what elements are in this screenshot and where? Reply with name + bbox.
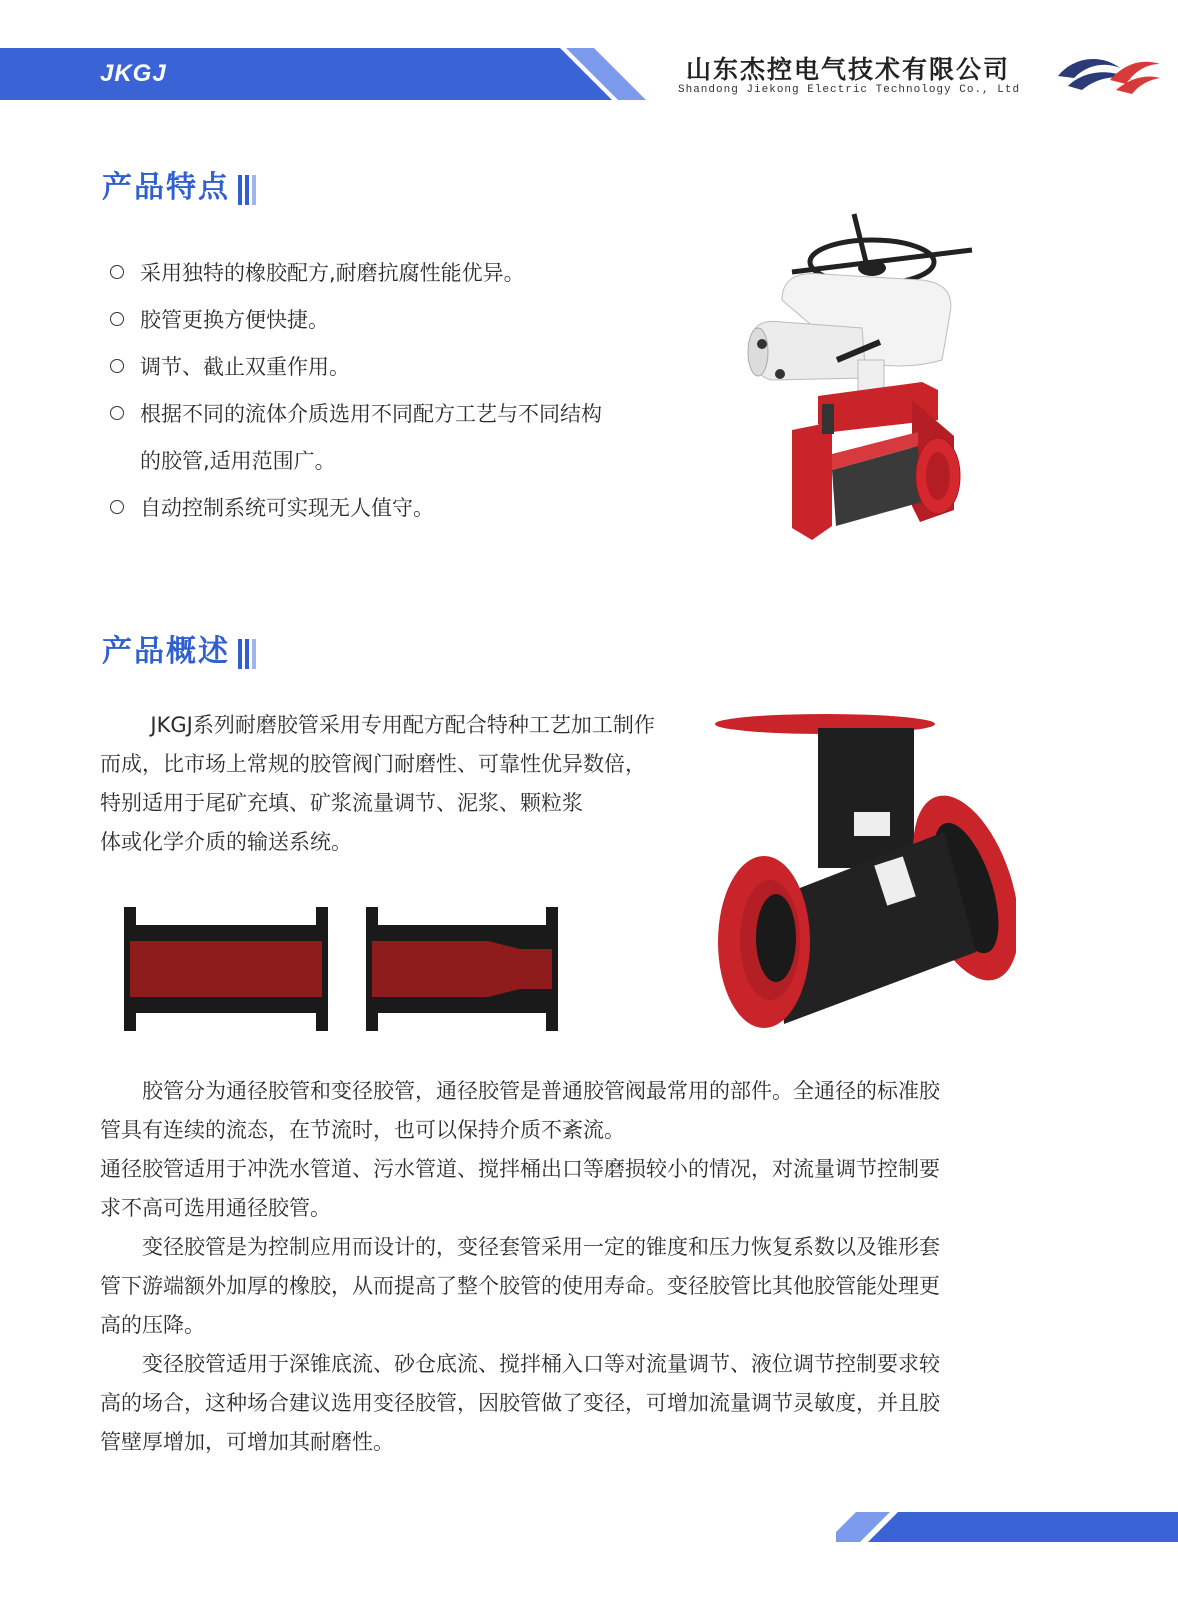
electric-actuator-valve-image (742, 210, 982, 550)
product-code: JKGJ (100, 60, 167, 87)
paragraph-line: 管具有连续的流态，在节流时，也可以保持介质不紊流。 (100, 1118, 625, 1142)
circle-bullet-icon (110, 500, 124, 514)
company-logo-icon (1054, 50, 1164, 96)
title-decoration-icon (238, 635, 259, 670)
paragraph-line: 求不高可选用通径胶管。 (100, 1196, 331, 1220)
paragraph-line: 变径胶管是为控制应用而设计的，变径套管采用一定的锥度和压力恢复系数以及锥形套 (142, 1235, 940, 1259)
paragraph-line: 变径胶管适用于深锥底流、砂仓底流、搅拌桶入口等对流量调节、液位调节控制要求较 (142, 1352, 940, 1376)
paragraph-line: 管壁厚增加，可增加其耐磨性。 (100, 1430, 394, 1454)
header-banner (0, 48, 660, 100)
paragraph-hose-types (100, 1072, 1070, 1462)
paragraph-line: 胶管分为通径胶管和变径胶管，通径胶管是普通胶管阀最常用的部件。全通径的标准胶 (142, 1079, 940, 1103)
circle-bullet-icon (110, 312, 124, 326)
footer-banner (836, 1512, 1178, 1542)
company-name: 山东杰控电气技术有限公司 (686, 55, 1011, 84)
feature-item-continuation: 的胶管,适用范围广。 (140, 449, 336, 473)
paragraph-line: 通径胶管适用于冲洗水管道、污水管道、搅拌桶出口等磨损较小的情况，对流量调节控制要 (100, 1157, 940, 1181)
feature-item: 自动控制系统可实现无人值守。 (110, 485, 710, 532)
company-name-english: Shandong Jiekong Electric Technology Co., Ltd (678, 84, 1021, 96)
features-section-title: 产品特点 (102, 162, 259, 206)
hose-cross-section-diagram (120, 903, 560, 1035)
intro-line: 特别适用于尾矿充填、矿浆流量调节、泥浆、颗粒浆 (100, 791, 583, 815)
paragraph-line: 高的压降。 (100, 1313, 205, 1337)
overview-section-title: 产品概述 (102, 626, 259, 670)
circle-bullet-icon (110, 359, 124, 373)
feature-item: 调节、截止双重作用。 (110, 344, 710, 391)
rubber-hose-tee-image (714, 712, 1016, 1030)
feature-list (110, 250, 710, 532)
circle-bullet-icon (110, 265, 124, 279)
circle-bullet-icon (110, 406, 124, 420)
paragraph-line: 高的场合，这种场合建议选用变径胶管，因胶管做了变径，可增加流量调节灵敏度，并且胶 (100, 1391, 940, 1415)
paragraph-line: 管下游端额外加厚的橡胶，从而提高了整个胶管的使用寿命。变径胶管比其他胶管能处理更 (100, 1274, 940, 1298)
intro-line: 体或化学介质的输送系统。 (100, 830, 352, 854)
feature-item: 胶管更换方便快捷。 (110, 297, 710, 344)
feature-item: 根据不同的流体介质选用不同配方工艺与不同结构 的胶管,适用范围广。 (110, 391, 710, 485)
intro-line: 而成，比市场上常规的胶管阀门耐磨性、可靠性优异数倍， (100, 752, 646, 776)
feature-item: 采用独特的橡胶配方,耐磨抗腐性能优异。 (110, 250, 710, 297)
intro-line: JKGJ系列耐磨胶管采用专用配方配合特种工艺加工制作 (150, 713, 655, 737)
title-decoration-icon (238, 171, 259, 206)
overview-intro (100, 706, 740, 862)
